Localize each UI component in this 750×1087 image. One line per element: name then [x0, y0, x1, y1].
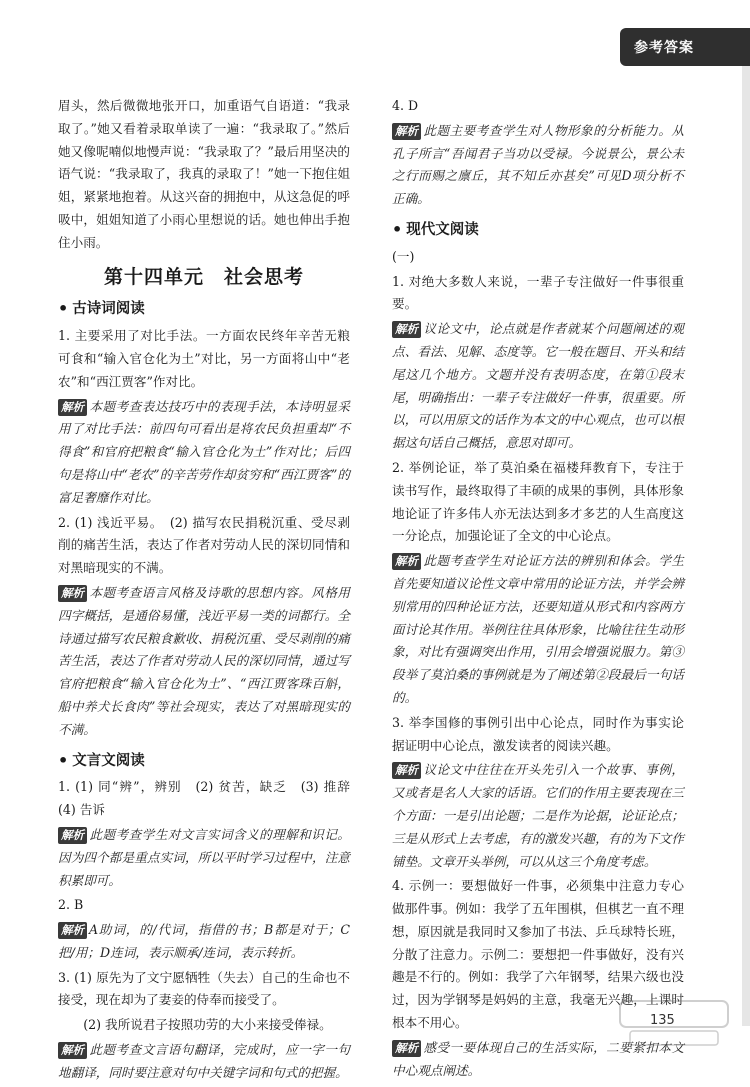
analysis-tag: 解析 — [392, 553, 421, 570]
answer-text: 1. (1) 同“辨”，辨别 (2) 贫苦，缺乏 (3) 推辞 (4) 告诉 — [58, 779, 363, 818]
analysis-paragraph — [392, 550, 684, 710]
analysis-text: 此题主要考查学生对人物形象的分析能力。从孔子所言“吾闻君子当功以受禄。今说景公，景公未之行而赐之廪丘，其不知丘亦甚矣”可见D项分析不正确。 — [392, 122, 684, 207]
analysis-paragraph — [58, 1039, 350, 1085]
analysis-tag: 解析 — [58, 922, 87, 939]
analysis-text: 本题考查表达技巧中的表现手法，本诗明显采用了对比手法：前四句可看出是将农民负担重却“不得食”和官府把粮食“输入官仓化为土”作对比；后四句是将山中“老农”的辛苦劳作却贫穷和“西江贾客”的富足奢靡作对比。 — [58, 398, 350, 505]
section-heading-classical — [58, 750, 350, 773]
analysis-paragraph — [392, 759, 684, 873]
story-ending-text: 眉头，然后微微地张开口，加重语气自语道：“我录取了。”她又看着录取单读了一遍：“我录取了。”然后她又像呢喃似地慢声说：“我录取了？”最后用坚决的语气说：“我录取了，我真的录取了！”她一下抱住姐姐，紧紧地抱着。从这兴奋的拥抱中，从这急促的呼吸中，姐姐知道了小雨心里想说的话。她也伸出手抱住小雨。 — [58, 98, 350, 250]
analysis-tag: 解析 — [392, 762, 421, 779]
chapter-title: 第十四单元 社会思考 — [103, 265, 304, 288]
analysis-text: 议论文中往往在开头先引入一个故事、事例，又或者是名人大家的话语。它们的作用主要表现在三个方面：一是引出论题；二是作为论据，论证论点；三是从形式上去考虑，有的激发兴趣，有的为下文作铺垫。文章开头举例，可以从这三个角度考虑。 — [392, 762, 684, 869]
analysis-paragraph — [58, 582, 350, 742]
answer-text: 3. 举李国修的事例引出中心论点，同时作为事实论据证明中心论点，激发读者的阅读兴趣。 — [392, 714, 684, 753]
analysis-text: 议论文中，论点就是作者就某个问题阐述的观点、看法、见解、态度等。它一般在题目、开头和结尾这几个地方。文题并没有表明态度，在第①段末尾，明确指出：一辈子专注做好一件事，很重要。所以，可以用原文的话作为本文的中心观点，也可以根据这句话自己概括，意思对即可。 — [392, 321, 684, 451]
analysis-tag: 解析 — [58, 827, 87, 844]
section-heading-poetry — [58, 298, 350, 321]
analysis-paragraph — [58, 824, 350, 892]
watermark-logo — [614, 993, 734, 1051]
analysis-text: 此题考查学生对文言实词含义的理解和识记。因为四个都是重点实词，所以平时学习过程中，注意积累即可。 — [58, 826, 350, 888]
answer-key-badge — [620, 28, 750, 66]
answer-text: 2. B — [58, 897, 84, 913]
section-label: 古诗词阅读 — [72, 301, 145, 318]
analysis-tag: 解析 — [58, 585, 87, 602]
section-label: 现代文阅读 — [406, 221, 479, 238]
analysis-text: A助词，的/代词，指借的书；B都是对于；C把/用；D连词，表示顺承/连词，表示转折。 — [58, 922, 350, 960]
analysis-paragraph — [58, 919, 350, 965]
answer-text: 4. 示例一：要想做好一件事，必须集中注意力专心做那件事。例如：我学了五年围棋，但棋艺一直不理想，原因就是我同时又参加了书法、乒乓球特长班，分散了注意力。示例二：要想把一件事做好，没有兴趣是不行的。例如：我学了六年钢琴，结果六级也没过，因为学钢琴是妈妈的主意，我毫无兴趣，上课时根本不用心。 — [392, 878, 684, 1031]
answer-text: 4. D — [392, 98, 419, 113]
analysis-text: 感受一要体现自己的生活实际，二要紧扣本文中心观点阐述。 — [392, 1039, 684, 1078]
right-column — [392, 95, 684, 1084]
bullet-icon: • — [392, 219, 403, 239]
bullet-icon: • — [58, 750, 69, 770]
section-heading-modern — [392, 219, 684, 242]
left-column — [58, 95, 363, 1087]
answer-text: 2. 举例论证，举了莫泊桑在福楼拜教育下，专注于读书写作，最终取得了丰硕的成果的事例，具体形象地论证了许多伟人亦无法达到多才多艺的人生高度这一分论点，加强论证了全文的中心论点。 — [392, 459, 684, 544]
bullet-icon: • — [58, 299, 69, 319]
analysis-tag: 解析 — [392, 123, 421, 140]
analysis-paragraph — [58, 396, 350, 510]
badge-label: 参考答案 — [634, 40, 694, 56]
subsection-number: (一) — [392, 248, 415, 264]
answer-text: 3. (1) 原先为了文宁愿牺牲（失去）自己的生命也不接受，现在却为了妻妾的侍奉而接受了。 — [58, 969, 350, 1008]
page-number: 135 — [650, 1013, 675, 1028]
answer-text: 1. 对绝大多数人来说，一辈子专注做好一件事很重要。 — [392, 273, 684, 312]
analysis-text: 此题考查文言语句翻译，完成时，应一字一句地翻译，同时要注意对句中关键字词和句式的把握。 — [58, 1042, 350, 1080]
analysis-paragraph — [392, 318, 684, 455]
analysis-tag: 解析 — [392, 1040, 421, 1057]
page-edge-strip — [742, 66, 750, 1026]
analysis-tag: 解析 — [58, 1042, 87, 1059]
answer-text: 1. 主要采用了对比手法。一方面农民终年辛苦无粮可食和“输入官仓化为土”对比，另一方面将山中“老农”和“西江贾客”作对比。 — [58, 328, 350, 389]
analysis-text: 本题考查语言风格及诗歌的思想内容。风格用四字概括，是通俗易懂，浅近平易一类的词都行。全诗通过描写农民粮食歉收、捐税沉重、受尽剥削的痛苦生活，表达了作者对劳动人民的深切同情，通过写官府把粮食“输入官仓化为土”、“西江贾客珠百斛，船中养犬长食肉”等社会现实，表达了对黑暗现实的不满。 — [58, 584, 350, 737]
section-label: 文言文阅读 — [72, 752, 145, 769]
answer-text: (2) 我所说君子按照功劳的大小来接受俸禄。 — [83, 1017, 332, 1033]
analysis-text: 此题考查学生对论证方法的辨别和体会。学生首先要知道议论性文章中常用的论证方法，并学会辨别常用的四种论证方法，还要知道从形式和内容两方面讨论其作用。举例往往具体形象，比喻往往生动形象，对比有强调突出作用，引用会增强说服力。第③段举了莫泊桑的事例就是为了阐述第②段最后一句话的。 — [392, 553, 684, 705]
analysis-tag: 解析 — [392, 321, 421, 338]
answer-text: 2. (1) 浅近平易。 (2) 描写农民捐税沉重、受尽剥削的痛苦生活，表达了作者对劳动人民的深切同情和对黑暗现实的不满。 — [58, 514, 350, 576]
analysis-tag: 解析 — [58, 399, 87, 416]
analysis-paragraph — [392, 120, 684, 211]
